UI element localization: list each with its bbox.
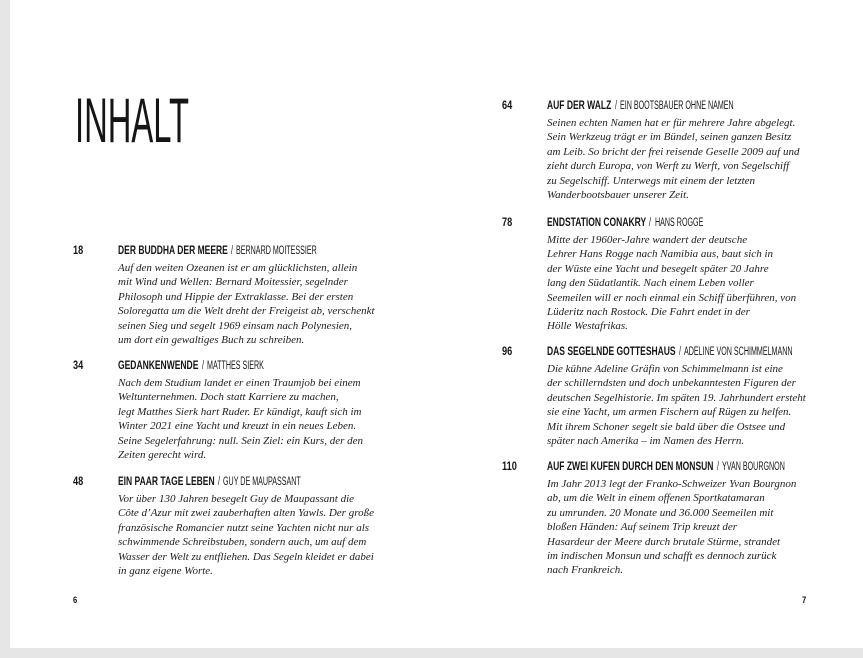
entry-description — [118, 492, 403, 578]
entry-heading — [547, 345, 832, 359]
entry-author: ADELINE VON SCHIMMELMANN — [684, 346, 793, 358]
entry-description-line: Hölle Westafrikas. — [547, 320, 628, 333]
entry-description-line: französische Romancier nutzt seine Yachten nicht nur als — [118, 521, 370, 534]
entry-description-line: Zeiten gerecht wird. — [118, 449, 207, 462]
entry-title: AUF ZWEI KUFEN DURCH DEN MONSUN — [547, 461, 714, 473]
entry-page-number: 96 — [502, 346, 513, 358]
entry-author: MATTHES SIERK — [206, 360, 264, 372]
entry-description-line: sie eine Yacht, um armen Fischern auf Rügen zu helfen. — [547, 406, 792, 419]
entry-description-line: seinen Sieg und segelt 1969 einsam nach Polynesien, — [118, 319, 353, 332]
title-separator: / — [716, 461, 719, 473]
entry-title: GEDANKENWENDE — [118, 360, 199, 372]
entry-description-line: Seemeilen will er noch einmal ein Schiff überführen, von — [547, 291, 797, 304]
entry-heading — [547, 460, 832, 474]
title-separator: / — [614, 100, 617, 112]
toc-entry — [502, 99, 832, 202]
entry-description-line: später nach Amerika – im Namen des Herrn. — [547, 435, 745, 448]
entry-description-line: deutschen Segelhistorie. Im späten 19. Jahrhundert ersteht — [547, 391, 806, 404]
entry-title: EIN PAAR TAGE LEBEN — [118, 476, 215, 488]
entry-description — [547, 362, 832, 448]
entry-author: BERNARD MOITESSIER — [236, 245, 318, 257]
entry-description-line: in ganz eigene Worte. — [118, 565, 213, 578]
toc-entry — [502, 345, 832, 448]
entry-description-line: am Leib. So bricht der frei reisende Geselle 2009 auf und — [547, 145, 800, 158]
entry-description-line: der schillerndsten und doch unbekanntesten Figuren der — [547, 377, 796, 390]
entry-heading — [118, 475, 403, 489]
entry-description-line: der Wüste eine Yacht und besegelt später 20 Jahre — [547, 262, 769, 275]
entry-description — [118, 376, 403, 462]
entry-description-line: legt Matthes Sierk hart Ruder. Er kündigt, kauft sich im — [118, 405, 362, 418]
entry-description-line: Seine Segelerfahrung: null. Sein Ziel: ein Kurs, der den — [118, 434, 364, 447]
toc-entry — [502, 460, 832, 578]
entry-description-line: Nach dem Studium landet er einen Traumjob bei einem — [118, 377, 361, 389]
entry-description-line: im indischen Monsun und schafft es dennoch zurück — [547, 550, 777, 563]
toc-entry — [73, 244, 403, 347]
entry-heading — [118, 359, 403, 373]
entry-description-line: Vor über 130 Jahren besegelt Guy de Maupassant die — [118, 493, 355, 505]
magazine-spread — [10, 0, 863, 648]
title-separator: / — [231, 245, 234, 257]
page-number-left: 6 — [73, 595, 78, 605]
entry-page-number: 78 — [502, 217, 513, 229]
entry-description-line: Sein Werkzeug trägt er im Bündel, seinen ganzen Besitz — [547, 131, 792, 144]
entry-title: DER BUDDHA DER MEERE — [118, 245, 228, 257]
entry-description-line: schwimmende Schreibstuben, sondern auch, um auf dem — [118, 536, 367, 549]
entry-description-line: Weltunternehmen. Doch statt Karriere zu machen, — [118, 391, 339, 404]
entry-author: HANS ROGGE — [654, 217, 703, 229]
entry-description-line: Seinen echten Namen hat er für mehrere Jahre abgelegt. — [547, 117, 796, 129]
page-title: INHALT — [75, 86, 190, 156]
toc-entry — [73, 359, 403, 462]
entry-description-line: Mitte der 1960er-Jahre wandert der deutsche — [547, 234, 748, 246]
entry-description-line: Im Jahr 2013 legt der Franko-Schweizer Yvan Bourgnon — [547, 478, 797, 490]
entry-author: EIN BOOTSBAUER OHNE NAMEN — [619, 100, 734, 112]
entry-description-line: Winter 2021 eine Yacht und kreuzt in ein neues Leben. — [118, 420, 357, 433]
entry-description-line: Hasardeur der Meere durch brutale Stürme, strandet — [547, 535, 781, 548]
entry-page-number: 34 — [73, 360, 84, 372]
entry-description-line: Côte d’Azur mit zwei zauberhaften alten Yawls. Der große — [118, 507, 374, 520]
entry-description — [547, 477, 832, 578]
entry-author: YVAN BOURGNON — [721, 461, 785, 473]
entry-page-number: 48 — [73, 476, 84, 488]
entry-description-line: Die kühne Adeline Gräfin von Schimmelmann ist eine — [547, 363, 783, 375]
entry-description-line: um dort ein gewaltiges Buch zu schreiben. — [118, 334, 305, 347]
title-separator: / — [678, 346, 681, 358]
entry-heading — [118, 244, 403, 258]
entry-description-line: zieht durch Europa, von Werft zu Werft, von Segelschiff — [547, 160, 790, 173]
entry-description — [547, 116, 832, 202]
entry-description-line: lang den Südatlantik. Nach einem Leben voller — [547, 277, 754, 290]
entry-title: AUF DER WALZ — [547, 100, 612, 112]
entry-heading — [547, 99, 832, 113]
toc-entry — [502, 216, 832, 334]
entry-description-line: Lüderitz nach Rostock. Die Fahrt endet in der — [547, 306, 750, 319]
entry-description-line: Auf den weiten Ozeanen ist er am glücklichsten, allein — [118, 262, 358, 274]
entry-description-line: zu Segelschiff. Unterwegs mit einem der letzten — [547, 174, 756, 187]
entry-page-number: 110 — [502, 461, 517, 473]
entry-description-line: Wasser der Welt zu entfliehen. Das Segeln kleidet er dabei — [118, 550, 374, 563]
entry-description-line: bloßen Händen: Auf seinem Trip kreuzt der — [547, 521, 738, 534]
entry-description-line: Lehrer Hans Rogge nach Namibia aus, baut sich in — [547, 248, 773, 261]
entry-author: GUY DE MAUPASSANT — [223, 476, 301, 488]
entry-description-line: Mit ihrem Schoner segelt sie bald über die Ostsee und — [547, 420, 786, 433]
entry-page-number: 64 — [502, 100, 513, 112]
entry-title: DAS SEGELNDE GOTTESHAUS — [547, 346, 676, 358]
entry-description — [547, 233, 832, 334]
entry-description-line: Soloregatta um die Welt dreht der Freigeist ab, verschenkt — [118, 305, 375, 318]
entry-page-number: 18 — [73, 245, 84, 257]
entry-description — [118, 261, 403, 347]
entry-description-line: nach Frankreich. — [547, 564, 623, 577]
entry-description-line: mit Wind und Wellen: Bernard Moitessier, segelnder — [118, 276, 348, 289]
entry-description-line: Philosoph und Hippie der Extraklasse. Bei der ersten — [118, 290, 354, 303]
entry-title: ENDSTATION CONAKRY — [547, 217, 647, 229]
entry-description-line: Wanderbootsbauer unserer Zeit. — [547, 189, 689, 202]
page-number-right: 7 — [802, 595, 807, 605]
title-separator: / — [649, 217, 652, 229]
entry-heading — [547, 216, 832, 230]
toc-entry — [73, 475, 403, 578]
title-separator: / — [201, 360, 204, 372]
entry-description-line: ab, um die Welt in einem offenen Sportkatamaran — [547, 492, 765, 505]
title-separator: / — [217, 476, 220, 488]
entry-description-line: zu umrunden. 20 Monate und 36.000 Seemeilen mit — [547, 506, 774, 519]
